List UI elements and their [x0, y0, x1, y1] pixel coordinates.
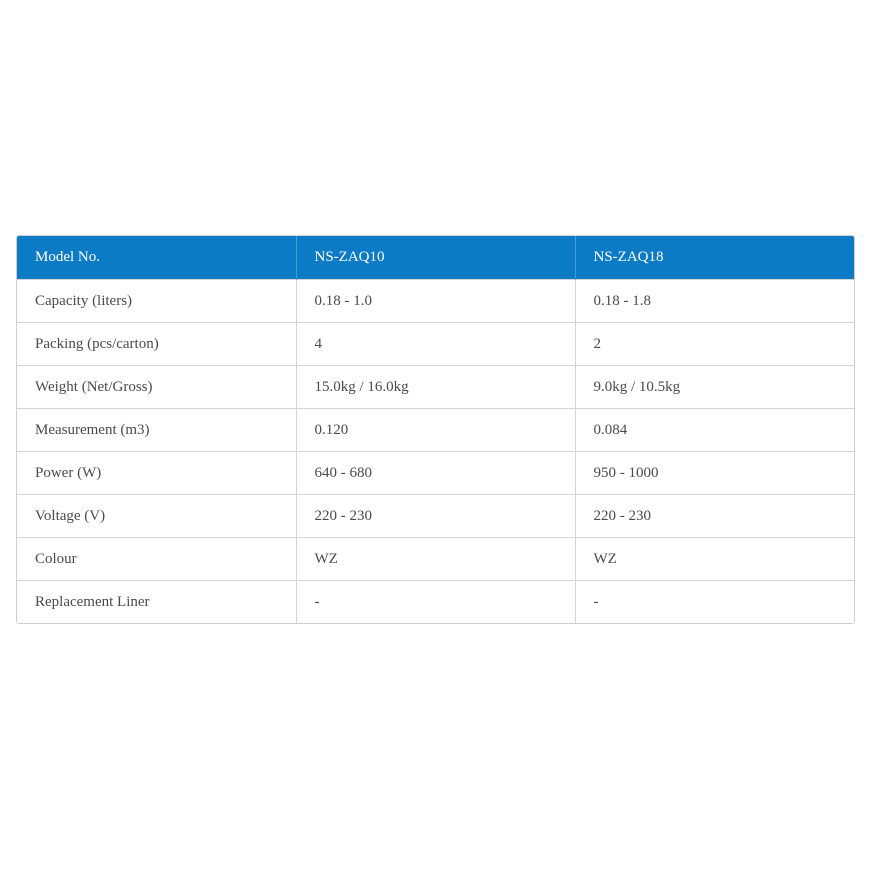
table-row-measurement — [17, 409, 854, 452]
row-label: Capacity (liters) — [17, 280, 296, 323]
table-body — [17, 280, 854, 624]
table-row-voltage — [17, 495, 854, 538]
table-row-power — [17, 452, 854, 495]
cell-ns-zaq10: 640 - 680 — [296, 452, 575, 495]
cell-ns-zaq18: 0.18 - 1.8 — [575, 280, 854, 323]
table-row-packing — [17, 323, 854, 366]
row-label: Replacement Liner — [17, 581, 296, 624]
row-label: Voltage (V) — [17, 495, 296, 538]
spec-table-grid — [17, 236, 854, 623]
header-cell-model-no: Model No. — [17, 236, 296, 280]
header-cell-ns-zaq18: NS-ZAQ18 — [575, 236, 854, 280]
cell-ns-zaq10: 0.18 - 1.0 — [296, 280, 575, 323]
cell-ns-zaq10: - — [296, 581, 575, 624]
cell-ns-zaq18: 220 - 230 — [575, 495, 854, 538]
header-row — [17, 236, 854, 280]
cell-ns-zaq18: 0.084 — [575, 409, 854, 452]
cell-ns-zaq18: 9.0kg / 10.5kg — [575, 366, 854, 409]
cell-ns-zaq18: WZ — [575, 538, 854, 581]
row-label: Colour — [17, 538, 296, 581]
cell-ns-zaq10: 4 — [296, 323, 575, 366]
table-header — [17, 236, 854, 280]
header-cell-ns-zaq10: NS-ZAQ10 — [296, 236, 575, 280]
table-row-colour — [17, 538, 854, 581]
cell-ns-zaq18: 950 - 1000 — [575, 452, 854, 495]
row-label: Packing (pcs/carton) — [17, 323, 296, 366]
spec-table — [16, 235, 855, 624]
cell-ns-zaq10: WZ — [296, 538, 575, 581]
table-row-replacement-liner — [17, 581, 854, 624]
row-label: Measurement (m3) — [17, 409, 296, 452]
cell-ns-zaq10: 220 - 230 — [296, 495, 575, 538]
cell-ns-zaq10: 15.0kg / 16.0kg — [296, 366, 575, 409]
table-row-capacity — [17, 280, 854, 323]
cell-ns-zaq18: 2 — [575, 323, 854, 366]
cell-ns-zaq18: - — [575, 581, 854, 624]
row-label: Weight (Net/Gross) — [17, 366, 296, 409]
table-row-weight — [17, 366, 854, 409]
cell-ns-zaq10: 0.120 — [296, 409, 575, 452]
row-label: Power (W) — [17, 452, 296, 495]
